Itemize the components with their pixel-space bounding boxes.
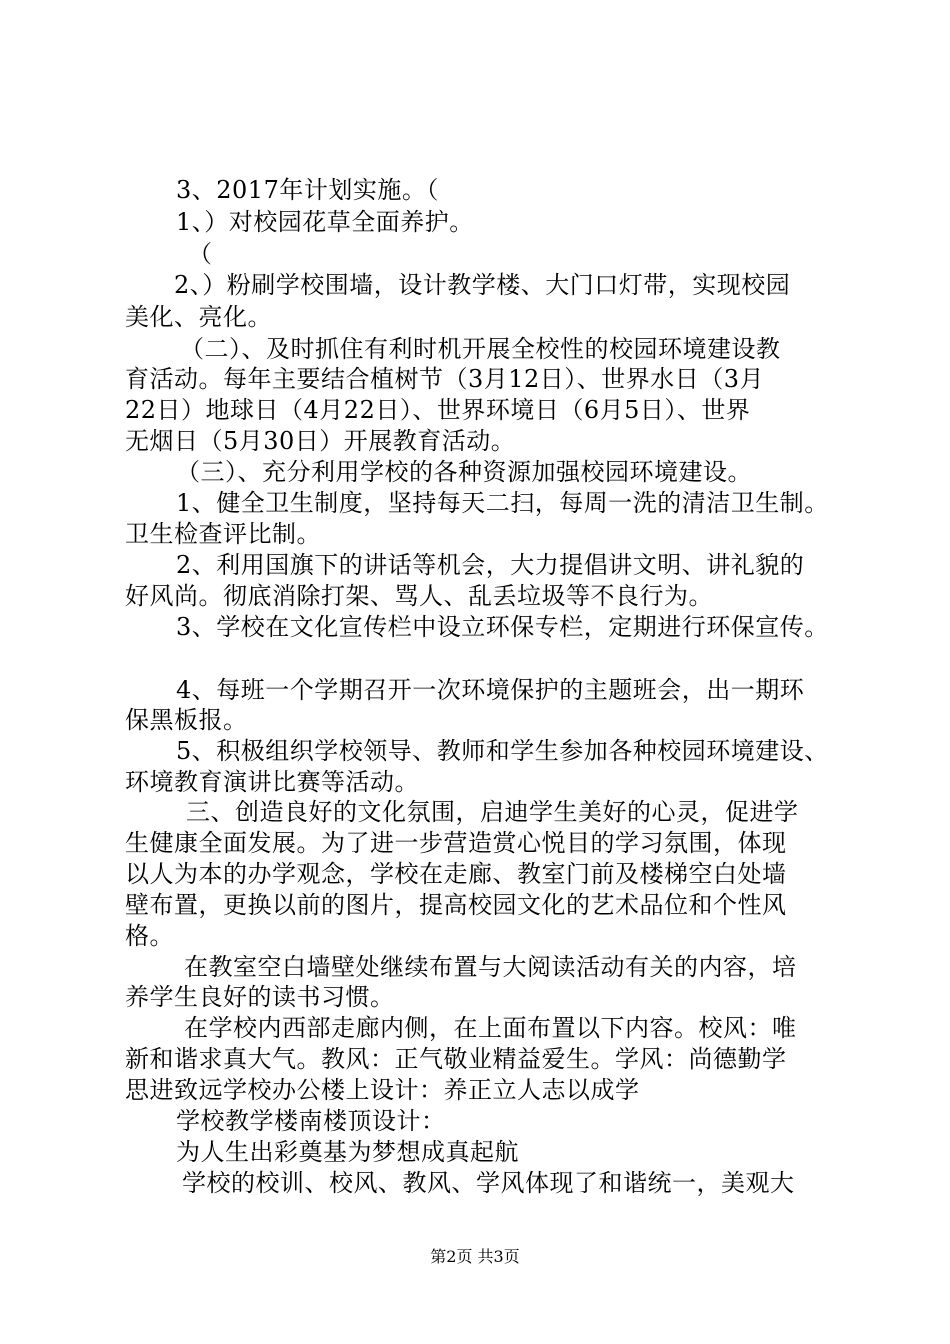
text-line: （ <box>188 240 213 268</box>
page-number-footer: 第2页 共3页 <box>430 1247 520 1266</box>
text-line: 环境教育演讲比赛等活动。 <box>125 768 419 796</box>
text-line: 格。 <box>125 922 174 950</box>
text-line: 无烟日（5月30日）开展教育活动。 <box>125 427 516 455</box>
text-line: 好风尚。彻底消除打架、骂人、乱丢垃圾等不良行为。 <box>125 582 713 610</box>
text-line: （二）、及时抓住有利时机开展全校性的校园环境建设教 <box>180 335 781 363</box>
text-line: 3、2017年计划实施。（ <box>176 176 439 204</box>
text-line: 育活动。每年主要结合植树节（3月12日）、世界水日（3月 <box>125 365 765 393</box>
text-line: 1、健全卫生制度，坚持每天二扫，每周一洗的清洁卫生制。 <box>176 489 829 517</box>
text-line: 在教室空白墙壁处继续布置与大阅读活动有关的内容，培 <box>184 953 797 981</box>
text-line: 2、利用国旗下的讲话等机会，大力提倡讲文明、讲礼貌的 <box>176 551 805 579</box>
text-line: 思进致远学校办公楼上设计：养正立人志以成学 <box>125 1076 640 1104</box>
text-line: 三、创造良好的文化氛围，启迪学生美好的心灵，促进学 <box>186 798 799 826</box>
text-line: 22日）地球日（4月22日）、世界环境日（6月5日）、世界 <box>125 396 751 424</box>
text-line: 美化、亮化。 <box>125 303 272 331</box>
text-line: 在学校内西部走廊内侧，在上面布置以下内容。校风：唯 <box>184 1014 797 1042</box>
text-line: 保黑板报。 <box>125 706 248 734</box>
text-line: （三）、充分利用学校的各种资源加强校园环境建设。 <box>176 458 752 486</box>
text-line: 以人为本的办学观念，学校在走廊、教室门前及楼梯空白处墙 <box>125 860 787 888</box>
text-line: 3、学校在文化宣传栏中设立环保专栏，定期进行环保宣传。 <box>176 613 829 641</box>
text-line: 1、）对校园花草全面养护。 <box>176 208 474 236</box>
text-line: 为人生出彩奠基为梦想成真起航 <box>176 1138 519 1166</box>
text-line: 4、每班一个学期召开一次环境保护的主题班会，出一期环 <box>176 676 805 704</box>
text-line: 5、积极组织学校领导、教师和学生参加各种校园环境建设、 <box>176 737 829 765</box>
text-line: 2、）粉刷学校围墙，设计教学楼、大门口灯带，实现校园 <box>174 271 791 299</box>
text-line: 学校的校训、校风、教风、学风体现了和谐统一，美观大 <box>182 1169 795 1197</box>
text-line: 壁布置，更换以前的图片，提高校园文化的艺术品位和个性风 <box>125 891 787 919</box>
text-line: 养学生良好的读书习惯。 <box>125 983 395 1011</box>
text-line: 新和谐求真大气。教风：正气敬业精益爱生。学风：尚德勤学 <box>125 1045 787 1073</box>
text-line: 卫生检查评比制。 <box>125 520 321 548</box>
text-line: 生健康全面发展。为了进一步营造赏心悦目的学习氛围，体现 <box>125 829 787 857</box>
text-line: 学校教学楼南楼顶设计： <box>176 1107 446 1135</box>
